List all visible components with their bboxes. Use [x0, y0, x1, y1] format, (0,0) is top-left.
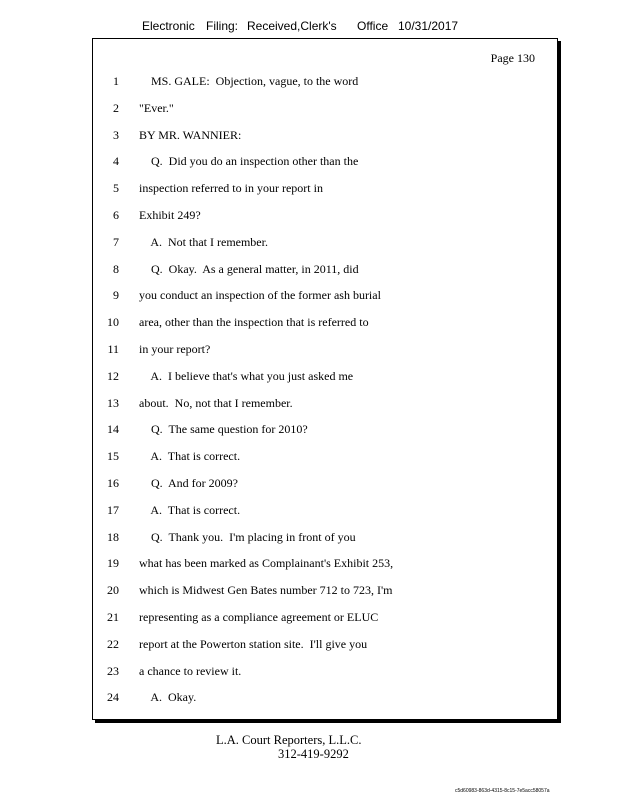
line-number: 4: [113, 154, 119, 169]
line-number: 13: [107, 395, 119, 410]
header-word-received-clerks: Received,Clerk's: [247, 19, 337, 33]
line-text: A. Not that I remember.: [139, 234, 268, 249]
line-text: report at the Powerton station site. I'll give you: [139, 636, 368, 651]
line-number: 11: [107, 342, 119, 356]
header-word-office: Office: [357, 19, 389, 33]
line-text: Q. Thank you. I'm placing in front of you: [139, 529, 356, 544]
header-date: 10/31/2017: [398, 19, 459, 33]
line-number: 2: [113, 100, 119, 115]
header-word-electronic: Electronic: [142, 19, 195, 33]
line-number: 7: [113, 234, 119, 249]
line-number: 18: [107, 529, 119, 544]
filing-header: [142, 19, 472, 35]
line-text: MS. GALE: Objection, vague, to the word: [139, 74, 359, 88]
line-text: representing as a compliance agreement or ELUC: [139, 610, 379, 624]
header-word-filing: Filing:: [206, 19, 239, 33]
line-text: BY MR. WANNIER:: [139, 127, 242, 142]
line-text: about. No, not that I remember.: [139, 395, 293, 410]
line-text: a chance to review it.: [139, 663, 242, 678]
reporter-company: L.A. Court Reporters, L.L.C.: [216, 733, 362, 747]
line-number: 14: [107, 422, 119, 437]
line-number: 23: [107, 663, 119, 678]
line-number: 5: [113, 181, 119, 196]
line-number: 24: [107, 690, 119, 705]
line-number: 16: [107, 476, 119, 490]
line-text: inspection referred to in your report in: [139, 181, 323, 196]
line-text: Q. Okay. As a general matter, in 2011, did: [139, 261, 359, 276]
line-number: 22: [107, 636, 119, 651]
line-text: A. That is correct.: [139, 502, 241, 517]
line-text: in your report?: [139, 342, 211, 356]
line-number: 15: [107, 449, 119, 464]
line-number: 21: [107, 610, 119, 624]
line-number: 6: [113, 208, 119, 222]
line-text: Exhibit 249?: [139, 208, 201, 222]
line-text: A. I believe that's what you just asked me: [139, 368, 354, 383]
line-text: A. That is correct.: [139, 449, 241, 464]
line-number: 20: [107, 583, 119, 598]
document-id: c5d60983-863d-4315-8c15-7e5acc58057a: [455, 788, 550, 794]
line-text: Q. Did you do an inspection other than the: [139, 154, 359, 169]
line-number: 8: [113, 261, 119, 276]
line-text: which is Midwest Gen Bates number 712 to 723, I'm: [139, 583, 393, 598]
line-number: 19: [107, 556, 119, 571]
line-text: you conduct an inspection of the former ash burial: [139, 288, 381, 303]
line-text: Q. The same question for 2010?: [139, 422, 308, 437]
line-text: what has been marked as Complainant's Exhibit 253,: [139, 556, 394, 571]
transcript-page: [92, 38, 558, 720]
line-text: "Ever.": [139, 100, 174, 115]
line-number: 1: [113, 74, 119, 88]
page-number: Page 130: [490, 51, 535, 65]
line-text: Q. And for 2009?: [139, 476, 238, 490]
line-number: 3: [113, 127, 119, 142]
line-text: area, other than the inspection that is referred to: [139, 315, 369, 330]
line-number: 17: [107, 502, 119, 517]
line-text: A. Okay.: [139, 690, 197, 705]
reporter-phone: 312-419-9292: [278, 747, 349, 761]
line-number: 9: [113, 288, 119, 303]
line-number: 12: [107, 368, 119, 383]
line-number: 10: [107, 315, 119, 330]
